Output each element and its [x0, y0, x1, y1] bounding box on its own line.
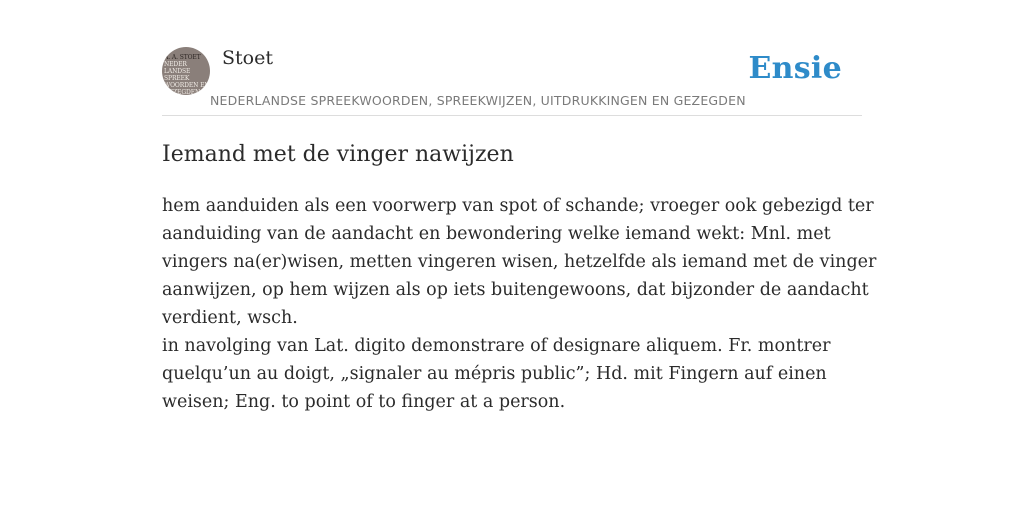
entry-title: Iemand met de vinger nawijzen — [162, 142, 514, 167]
avatar-title-text: NEDER LANDSE SPREEK WOORDEN EN GEZEGDEN — [164, 61, 210, 95]
entry-card — [162, 0, 877, 412]
ensie-logo[interactable]: Ensie — [748, 51, 842, 86]
source-subtitle: NEDERLANDSE SPREEKWOORDEN, SPREEKWIJZEN, UITDRUKKINGEN EN GEZEGDEN — [210, 93, 746, 108]
definition-line: verdient, wsch. — [162, 308, 298, 328]
definition-line: aanduiding van de aandacht en bewondering welke iemand wekt: Mnl. met — [162, 224, 831, 244]
entry-definition — [162, 192, 877, 416]
source-avatar[interactable] — [162, 47, 210, 95]
definition-line: aanwijzen, op hem wijzen als op iets buitengewoons, dat bijzonder de aandacht — [162, 280, 869, 300]
definition-line: weisen; Eng. to point of to finger at a person. — [162, 392, 566, 412]
source-header — [162, 0, 862, 116]
definition-line: hem aanduiden als een voorwerp van spot of schande; vroeger ook gebezigd ter — [162, 196, 874, 216]
definition-line: quelqu’un au doigt, „signaler au mépris public”; Hd. mit Fingern auf einen — [162, 364, 827, 384]
avatar-book-cover-text — [164, 54, 210, 95]
source-name[interactable]: Stoet — [222, 47, 273, 69]
definition-line: in navolging van Lat. digito demonstrare of designare aliquem. Fr. montrer — [162, 336, 831, 356]
avatar-author-text: A. A. STOET — [164, 54, 201, 61]
definition-line: vingers na(er)wisen, metten vingeren wisen, hetzelfde als iemand met de vinger — [162, 252, 877, 272]
